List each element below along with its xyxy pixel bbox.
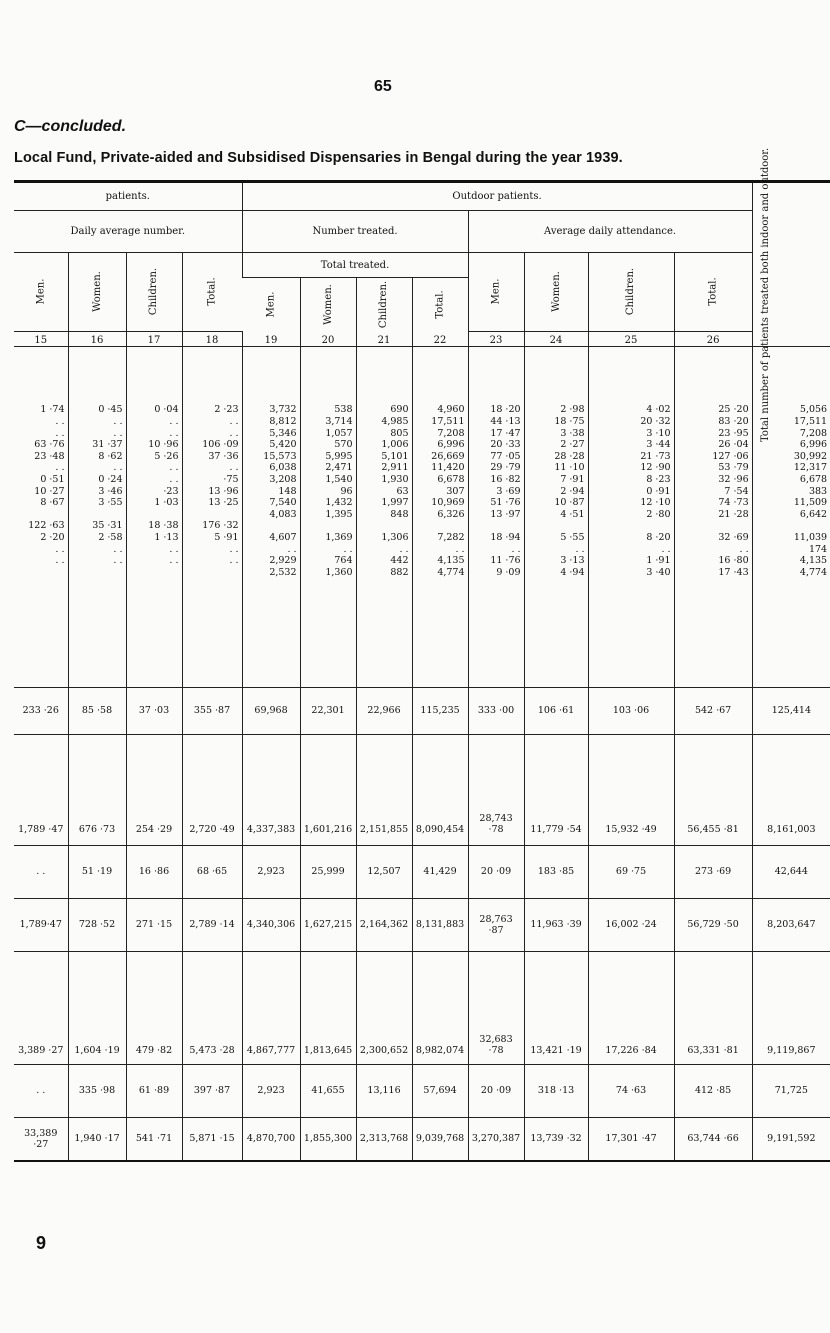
col27-header: Total number of patients treated both indoor and outdoor. bbox=[752, 182, 830, 347]
table-cell: . . bbox=[14, 845, 68, 898]
table-cell: 41,429 bbox=[412, 845, 468, 898]
block-col-27: 5,056 17,511 7,208 6,996 30,992 12,317 6,678 383 11,509 6,642 11,039 174 4,135 4,774 bbox=[752, 346, 830, 687]
table-cell: 11,963 ·39 bbox=[524, 898, 588, 951]
table-cell: 4,340,306 bbox=[242, 898, 300, 951]
indoor-patients-header: patients. bbox=[14, 182, 242, 211]
table-cell: 8,131,883 bbox=[412, 898, 468, 951]
col-total-attendance: Total. bbox=[674, 253, 752, 332]
table-cell: 20 ·09 bbox=[468, 845, 524, 898]
table-cell: 85 ·58 bbox=[68, 687, 126, 734]
col-number: 25 bbox=[588, 331, 674, 346]
table-cell: 63,331 ·81 bbox=[674, 951, 752, 1064]
table-cell: 13,116 bbox=[356, 1064, 412, 1117]
col-number: 24 bbox=[524, 331, 588, 346]
block-col-15: 1 ·74 . . . . 63 ·76 23 ·48 . . 0 ·51 10 ·27 8 ·67 122 ·63 2 ·20 . . . . bbox=[28, 404, 65, 567]
total-treated-header: Total treated. bbox=[242, 253, 468, 278]
table-cell: 1,789 ·47 bbox=[14, 734, 68, 845]
table-cell: 9,119,867 bbox=[752, 951, 830, 1064]
table-cell: 397 ·87 bbox=[182, 1064, 242, 1117]
table-cell: 355 ·87 bbox=[182, 687, 242, 734]
table-cell: 271 ·15 bbox=[126, 898, 182, 951]
table-cell: 1,604 ·19 bbox=[68, 951, 126, 1064]
table-cell: 13,739 ·32 bbox=[524, 1117, 588, 1161]
average-daily-attendance-header: Average daily attendance. bbox=[468, 211, 752, 253]
table-cell: 16 ·86 bbox=[126, 845, 182, 898]
block-col-22: 4,960 17,511 7,208 6,996 26,669 11,420 6,678 307 10,969 6,326 7,282 . . 4,135 4,774 bbox=[412, 346, 468, 687]
table-cell: 125,414 bbox=[752, 687, 830, 734]
col-children-indoor: Children. bbox=[126, 253, 182, 332]
table-cell: 56,455 ·81 bbox=[674, 734, 752, 845]
table-cell: 56,729 ·50 bbox=[674, 898, 752, 951]
col-number: 20 bbox=[300, 331, 356, 346]
table-cell: 2,151,855 bbox=[356, 734, 412, 845]
col-children-attendance: Children. bbox=[588, 253, 674, 332]
number-treated-header: Number treated. bbox=[242, 211, 468, 253]
summary-row bbox=[14, 1064, 830, 1117]
table-cell: 9,039,768 bbox=[412, 1117, 468, 1161]
table-cell: 728 ·52 bbox=[68, 898, 126, 951]
footer-mark: 9 bbox=[36, 1233, 47, 1253]
table-cell: 106 ·61 bbox=[524, 687, 588, 734]
summary-row bbox=[14, 951, 830, 1064]
table-cell: 1,789·47 bbox=[14, 898, 68, 951]
table-cell: 4,337,383 bbox=[242, 734, 300, 845]
daily-average-header: Daily average number. bbox=[14, 211, 242, 253]
block-col-23: 18 ·20 44 ·13 17 ·47 20 ·33 77 ·05 29 ·79 16 ·82 3 ·69 51 ·76 13 ·97 18 ·94 . . 11 ·76 9 ·09 bbox=[468, 346, 524, 687]
table-cell: 13,421 ·19 bbox=[524, 951, 588, 1064]
table-cell: 542 ·67 bbox=[674, 687, 752, 734]
table-cell: 69 ·75 bbox=[588, 845, 674, 898]
col-number: 18 bbox=[182, 331, 242, 346]
section-heading: C—concluded. bbox=[14, 118, 127, 135]
table-cell: 1,601,216 bbox=[300, 734, 356, 845]
table-cell: 5,473 ·28 bbox=[182, 951, 242, 1064]
table-cell: 1,813,645 bbox=[300, 951, 356, 1064]
block-col-17: 0 ·04 . . . . 10 ·96 5 ·26 . . . . ·23 1 ·03 18 ·38 1 ·13 . . . . bbox=[126, 346, 182, 687]
table-cell: 2,923 bbox=[242, 845, 300, 898]
col-total-indoor: Total. bbox=[182, 253, 242, 332]
table-cell: 32,683 ·78 bbox=[468, 951, 524, 1064]
table-cell: 2,923 bbox=[242, 1064, 300, 1117]
table-cell: 3,270,387 bbox=[468, 1117, 524, 1161]
table-cell: 4,867,777 bbox=[242, 951, 300, 1064]
table-cell: . . bbox=[14, 1064, 68, 1117]
table-cell: 3,389 ·27 bbox=[14, 951, 68, 1064]
table-cell: 22,966 bbox=[356, 687, 412, 734]
table-cell: 68 ·65 bbox=[182, 845, 242, 898]
table-cell: 8,203,647 bbox=[752, 898, 830, 951]
table-cell: 233 ·26 bbox=[14, 687, 68, 734]
table-cell: 17,226 ·84 bbox=[588, 951, 674, 1064]
col-women-attendance: Women. bbox=[524, 253, 588, 332]
block-col-18: 2 ·23 . . . . 106 ·09 37 ·36 . . ·75 13 ·96 13 ·25 176 ·32 5 ·91 . . . . bbox=[182, 346, 242, 687]
table-cell: 1,627,215 bbox=[300, 898, 356, 951]
table-cell: 479 ·82 bbox=[126, 951, 182, 1064]
table-cell: 28,763 ·87 bbox=[468, 898, 524, 951]
table-cell: 333 ·00 bbox=[468, 687, 524, 734]
col-children-treated: Children. bbox=[356, 278, 412, 332]
col-number: 22 bbox=[412, 331, 468, 346]
table-cell: 541 ·71 bbox=[126, 1117, 182, 1161]
block-col-25: 4 ·02 20 ·32 3 ·10 3 ·44 21 ·73 12 ·90 8 ·23 0 ·91 12 ·10 2 ·80 8 ·20 . . 1 ·91 3 ·40 bbox=[588, 346, 674, 687]
table-cell: 11,779 ·54 bbox=[524, 734, 588, 845]
col-total-treated: Total. bbox=[412, 278, 468, 332]
table-cell: 37 ·03 bbox=[126, 687, 182, 734]
table-cell: 8,161,003 bbox=[752, 734, 830, 845]
table-cell: 5,871 ·15 bbox=[182, 1117, 242, 1161]
col-number: 16 bbox=[68, 331, 126, 346]
table-cell: 103 ·06 bbox=[588, 687, 674, 734]
block-col-21: 690 4,985 805 1,006 5,101 2,911 1,930 63 1,997 848 1,306 . . 442 882 bbox=[356, 346, 412, 687]
col-men-treated: Men. bbox=[265, 291, 277, 318]
col-men-attendance: Men. bbox=[468, 253, 524, 332]
table-cell: 17,301 ·47 bbox=[588, 1117, 674, 1161]
table-cell: 69,968 bbox=[242, 687, 300, 734]
summary-row bbox=[14, 734, 830, 845]
table-cell: 676 ·73 bbox=[68, 734, 126, 845]
table-cell: 25,999 bbox=[300, 845, 356, 898]
total-row bbox=[14, 687, 830, 734]
col-number: 26 bbox=[674, 331, 752, 346]
block-col-19: 3,732 8,812 5,346 5,420 15,573 6,038 3,208 148 7,540 4,083 4,607 . . 2,929 2,532 bbox=[242, 346, 300, 687]
col-number: 23 bbox=[468, 331, 524, 346]
summary-row bbox=[14, 845, 830, 898]
table-title: Local Fund, Private-aided and Subsidised Dispensaries in Bengal during the year 1939. bbox=[14, 150, 623, 166]
table-cell: 8,090,454 bbox=[412, 734, 468, 845]
table-cell: 2,789 ·14 bbox=[182, 898, 242, 951]
table-cell: 41,655 bbox=[300, 1064, 356, 1117]
table-cell: 115,235 bbox=[412, 687, 468, 734]
col-number: 15 bbox=[14, 331, 68, 346]
table-cell: 51 ·19 bbox=[68, 845, 126, 898]
table-cell: 16,002 ·24 bbox=[588, 898, 674, 951]
table-cell: 61 ·89 bbox=[126, 1064, 182, 1117]
col-number: 21 bbox=[356, 331, 412, 346]
col-men-indoor: Men. bbox=[14, 253, 68, 332]
table-cell: 4,870,700 bbox=[242, 1117, 300, 1161]
summary-row bbox=[14, 898, 830, 951]
district-rows-block bbox=[14, 346, 830, 687]
grand-total-row bbox=[14, 1117, 830, 1161]
table-cell: 12,507 bbox=[356, 845, 412, 898]
table-cell: 2,313,768 bbox=[356, 1117, 412, 1161]
table-cell: 42,644 bbox=[752, 845, 830, 898]
block-col-20: 538 3,714 1,057 570 5,995 2,471 1,540 96 1,432 1,395 1,369 . . 764 1,360 bbox=[300, 346, 356, 687]
table-cell: 1,855,300 bbox=[300, 1117, 356, 1161]
table-cell: 71,725 bbox=[752, 1064, 830, 1117]
table-cell: 74 ·63 bbox=[588, 1064, 674, 1117]
outdoor-patients-header: Outdoor patients. bbox=[242, 182, 752, 211]
table-cell: 63,744 ·66 bbox=[674, 1117, 752, 1161]
table-cell: 28,743 ·78 bbox=[468, 734, 524, 845]
table-cell: 9,191,592 bbox=[752, 1117, 830, 1161]
table-cell: 33,389 ·27 bbox=[24, 1127, 58, 1150]
table-cell: 22,301 bbox=[300, 687, 356, 734]
table-cell: 1,940 ·17 bbox=[68, 1117, 126, 1161]
table-cell: 57,694 bbox=[412, 1064, 468, 1117]
table-cell: 2,720 ·49 bbox=[182, 734, 242, 845]
block-col-26: 25 ·20 83 ·20 23 ·95 26 ·04 127 ·06 53 ·79 32 ·96 7 ·54 74 ·73 21 ·28 32 ·69 . . 16 ·80 17 ·43 bbox=[674, 346, 752, 687]
table-cell: 183 ·85 bbox=[524, 845, 588, 898]
table-cell: 273 ·69 bbox=[674, 845, 752, 898]
table-cell: 20 ·09 bbox=[468, 1064, 524, 1117]
block-col-16: 0 ·45 . . . . 31 ·37 8 ·62 . . 0 ·24 3 ·46 3 ·55 35 ·31 2 ·58 . . . . bbox=[68, 346, 126, 687]
page-number: 65 bbox=[374, 78, 392, 95]
table-cell: 254 ·29 bbox=[126, 734, 182, 845]
table-cell: 8,982,074 bbox=[412, 951, 468, 1064]
table-cell: 2,300,652 bbox=[356, 951, 412, 1064]
col-women-treated: Women. bbox=[300, 278, 356, 332]
col-women-indoor: Women. bbox=[68, 253, 126, 332]
table-cell: 15,932 ·49 bbox=[588, 734, 674, 845]
table-cell: 412 ·85 bbox=[674, 1064, 752, 1117]
col-number: 17 bbox=[126, 331, 182, 346]
table-cell: 335 ·98 bbox=[68, 1064, 126, 1117]
col-number: 19 bbox=[242, 331, 300, 346]
block-col-24: 2 ·98 18 ·75 3 ·38 2 ·27 28 ·28 11 ·10 7 ·91 2 ·94 10 ·87 4 ·51 5 ·55 . . 3 ·13 4 ·94 bbox=[524, 346, 588, 687]
table-cell: 2,164,362 bbox=[356, 898, 412, 951]
table-cell: 318 ·13 bbox=[524, 1064, 588, 1117]
